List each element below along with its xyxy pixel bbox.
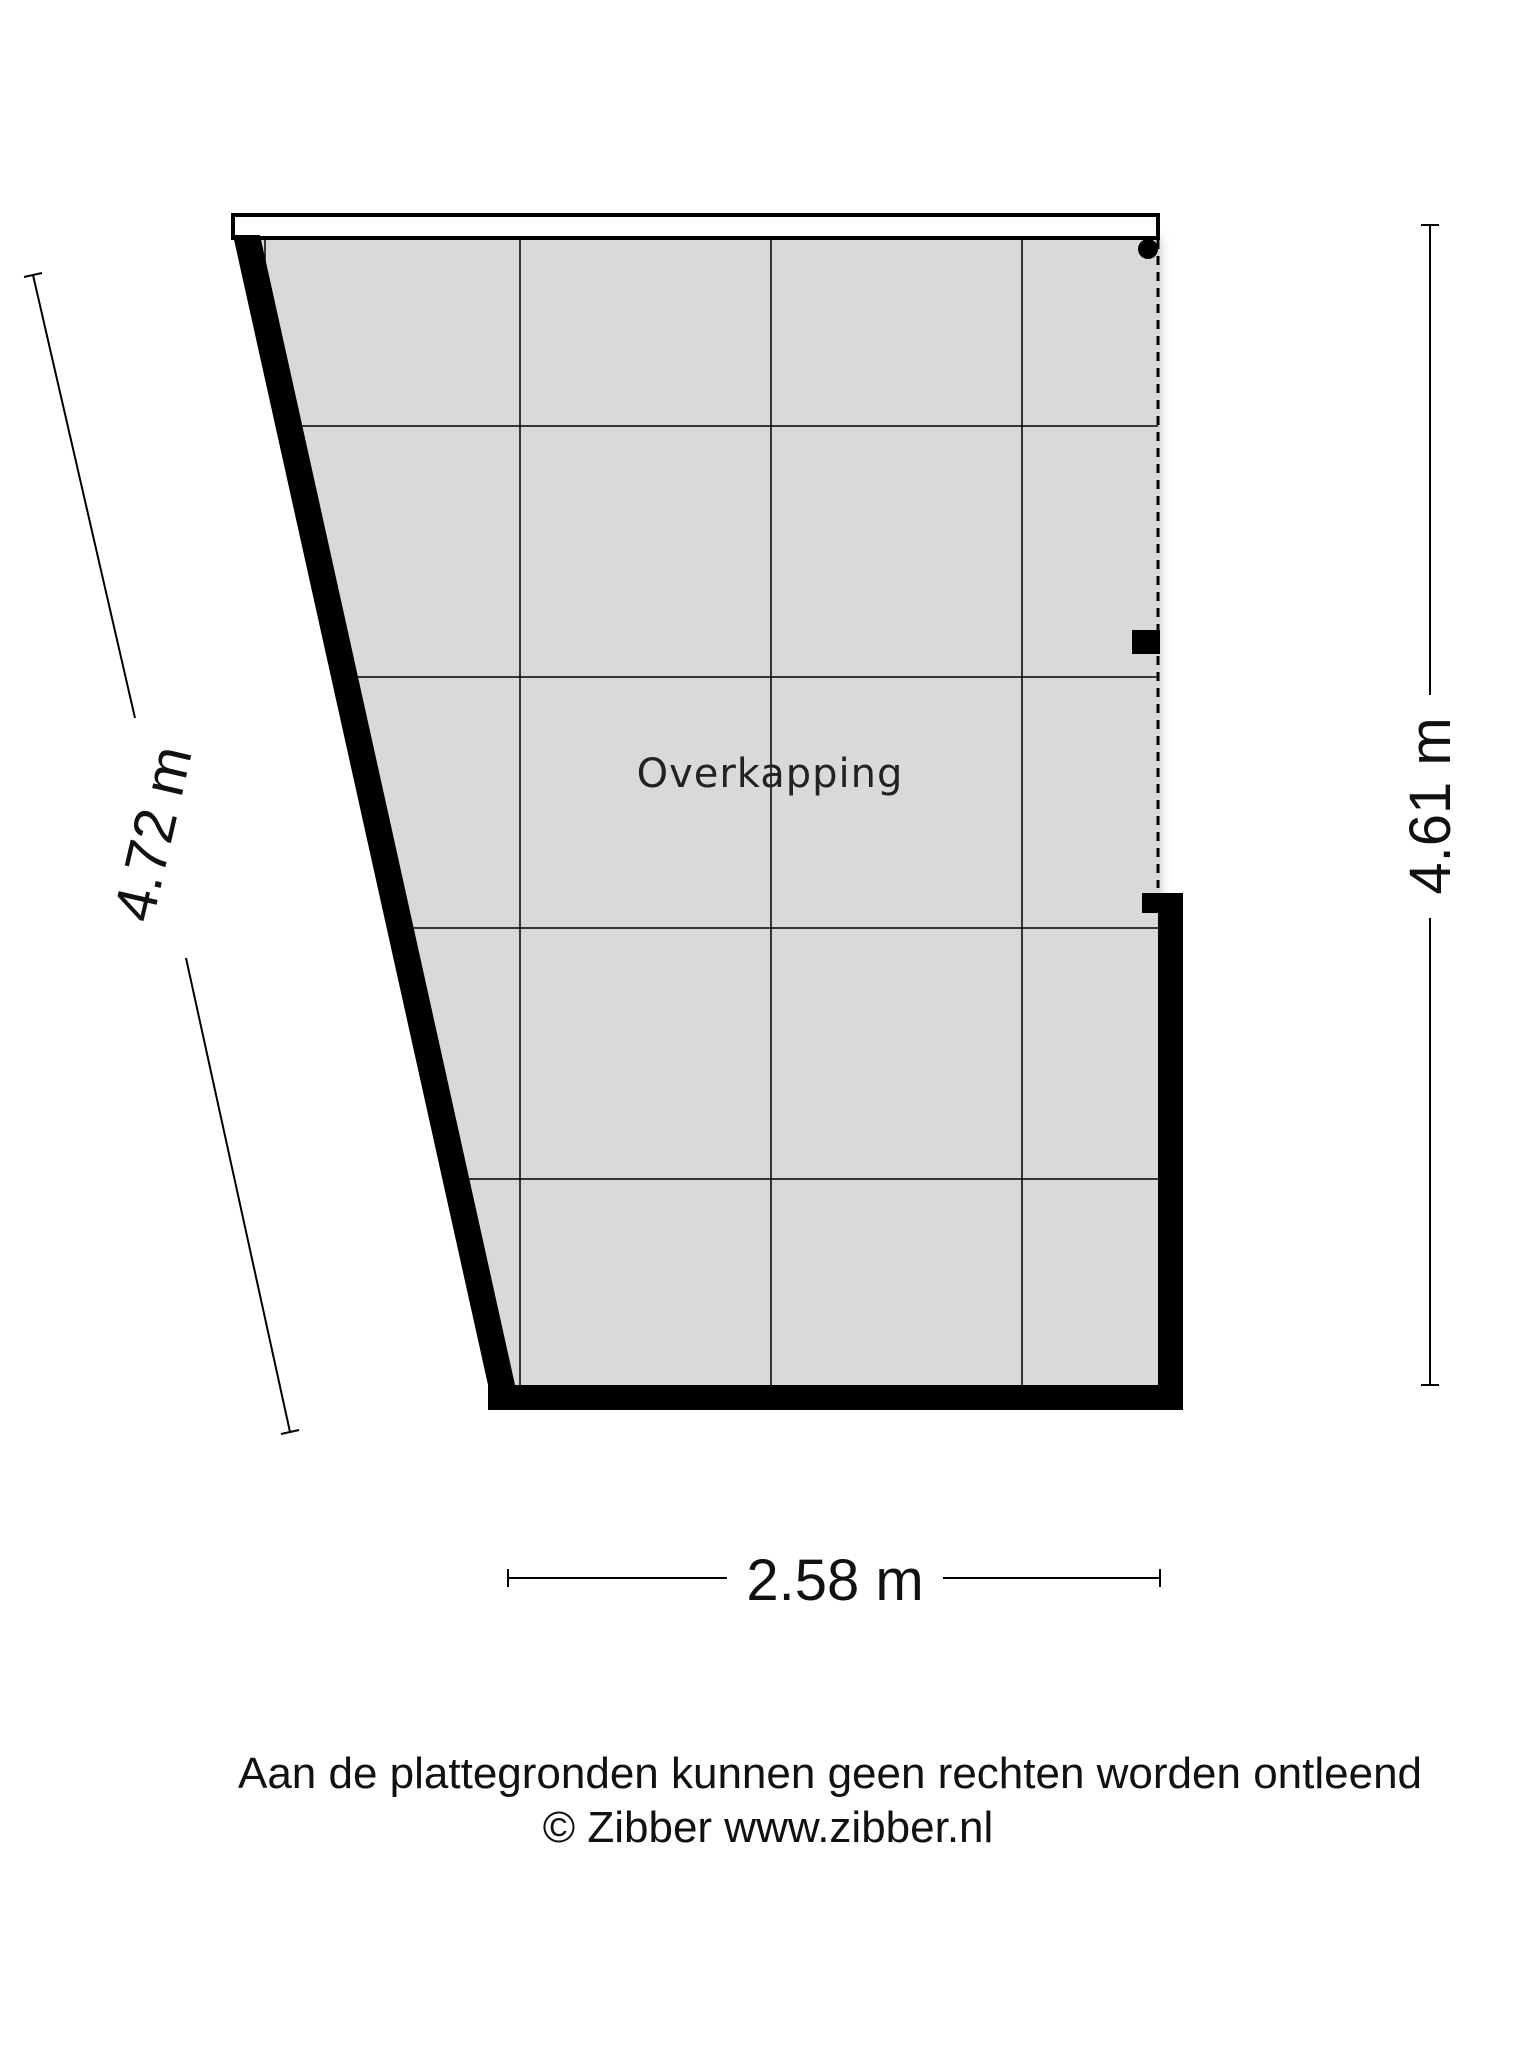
dimension-right-label: 4.61 m <box>1398 717 1463 895</box>
bottom-wall <box>488 1385 1183 1410</box>
dimension-left-label: 4.72 m <box>101 739 205 928</box>
disclaimer-text: Aan de plattegronden kunnen geen rechten worden ontleend <box>237 1749 1423 1798</box>
corner-post <box>1138 239 1158 259</box>
dimension-bottom-label: 2.58 m <box>746 1548 924 1613</box>
copyright-text: © Zibber www.zibber.nl <box>542 1803 994 1852</box>
top-beam <box>233 215 1158 238</box>
room-label: Overkapping <box>636 751 904 797</box>
right-wall-stub <box>1142 893 1183 913</box>
right-wall <box>1158 893 1183 1410</box>
post <box>1132 630 1160 654</box>
